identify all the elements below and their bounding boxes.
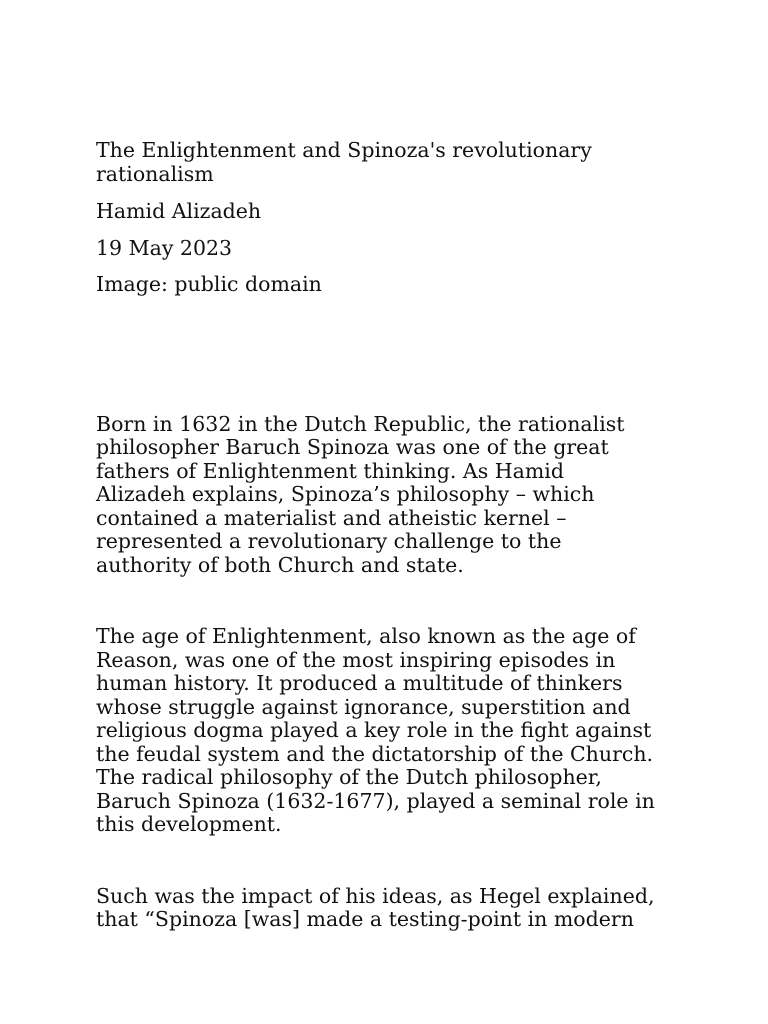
article-author: Hamid Alizadeh: [96, 199, 262, 223]
article-paragraph-1: Born in 1632 in the Dutch Republic, the rationalist philosopher Baruch Spinoza was one of the great fathers of Enlightenment thinking. As Hamid Alizadeh explains, Spinoza’s philosophy – which contained a materialist and atheistic kernel – represented a revolutionary challenge to the authority of both Church and state.: [96, 411, 625, 577]
article-paragraph-2: The age of Enlightenment, also known as the age of Reason, was one of the most inspiring episodes in human history. It produced a multitude of thinkers whose struggle against ignorance, superstition and religious dogma played a key role in the fight against the feudal system and the dictatorship of the Church. The radical philosophy of the Dutch philosopher, Baruch Spinoza (1632-1677), played a seminal role in this development.: [96, 624, 655, 836]
article-title: The Enlightenment and Spinoza's revolutionary rationalism: [96, 138, 592, 186]
image-credit: Image: public domain: [96, 272, 322, 296]
article-date: 19 May 2023: [96, 235, 233, 260]
image-placeholder: [96, 310, 656, 413]
article-paragraph-3: Such was the impact of his ideas, as Hegel explained, that “Spinoza [was] made a testing-point in modern: [96, 883, 655, 931]
document-page: [96, 139, 656, 980]
